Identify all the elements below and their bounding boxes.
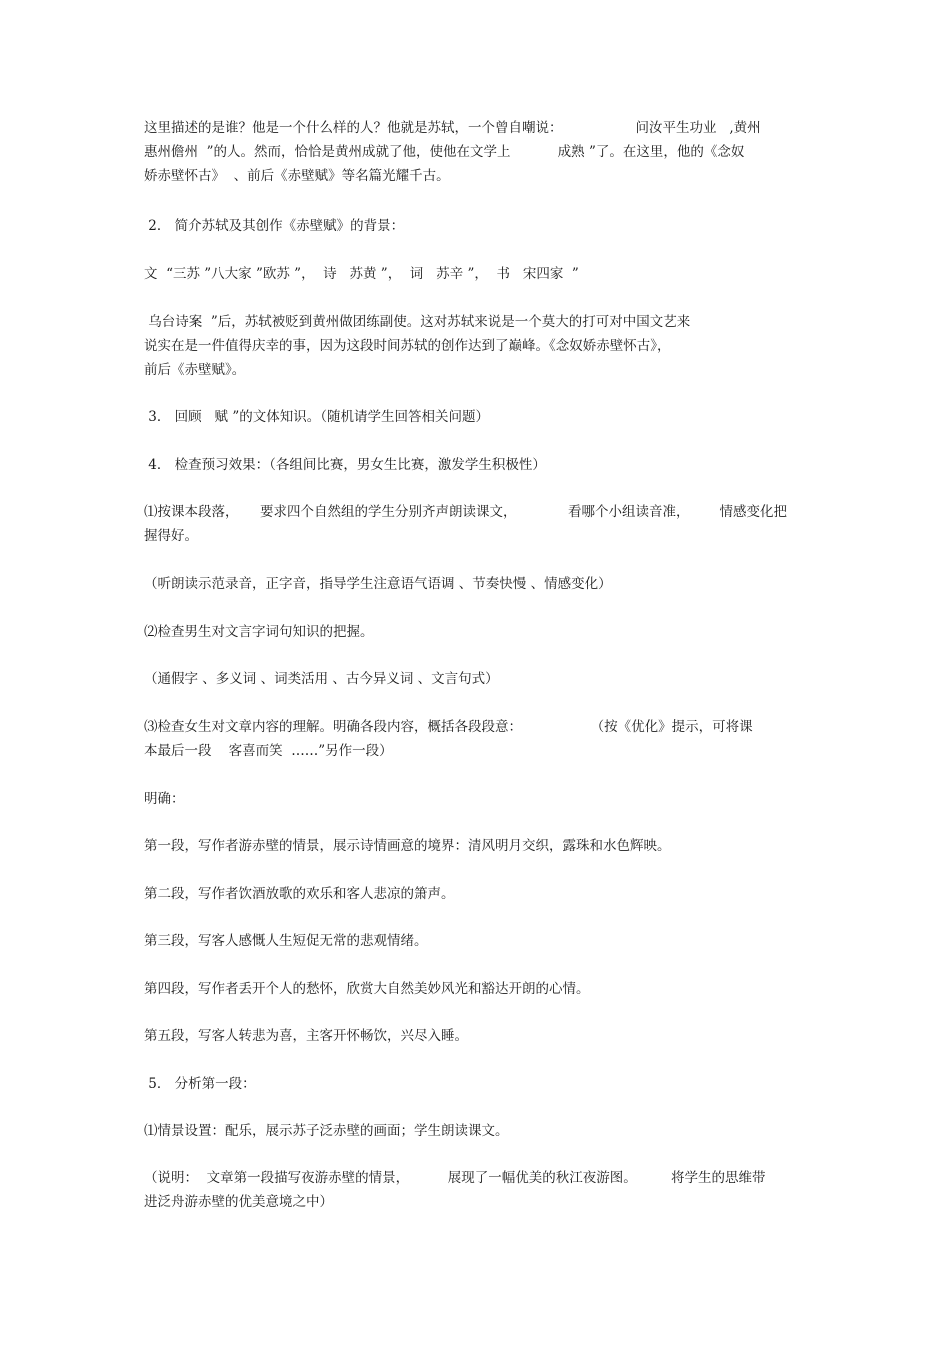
text-line: 第五段，写客人转悲为喜，主客开怀畅饮，兴尽入睡。 <box>144 1028 468 1044</box>
text-line: （听朗读示范录音，正字音，指导学生注意语气语调 、节奏快慢 、情感变化） <box>144 576 612 592</box>
heading-step-5 <box>144 1072 814 1096</box>
text-line: 文 “三苏 ”八大家 ”欧苏 ”， 诗 苏黄 ”， 词 苏辛 ”， 书 宋四家 ” <box>144 266 579 282</box>
text-line: 进泛舟游赤壁的优美意境之中） <box>144 1194 333 1210</box>
text-line: ⑵检查男生对文言字词句知识的把握。 <box>144 624 374 640</box>
paragraph-explanation <box>144 1166 814 1214</box>
text-line: 惠州儋州 ”的人。然而，恰恰是黄州成就了他，使他在文学上 成熟 ”了。在这里，他的《念奴 <box>144 144 745 160</box>
text-line: （说明： 文章第一段描写夜游赤壁的情景， 展现了一幅优美的秋江夜游图。 将学生的思维带 <box>144 1170 766 1186</box>
text-line: 娇赤壁怀古》 、前后《赤壁赋》等名篇光耀千古。 <box>144 168 450 184</box>
text-line: （通假字 、多义词 、词类活用 、古今异义词 、文言句式） <box>144 671 499 687</box>
paragraph-section-3 <box>144 929 814 953</box>
paragraph-literary-titles <box>144 262 814 286</box>
paragraph-scene-setting <box>144 1119 814 1143</box>
text-line: 3． 回顾 赋 ”的文体知识。（随机请学生回答相关问题） <box>144 409 489 425</box>
paragraph-item-2 <box>144 620 814 644</box>
heading-step-3 <box>144 405 814 429</box>
text-line: 4． 检查预习效果：（各组间比赛，男女生比赛，激发学生积极性） <box>144 457 546 473</box>
text-line: 第四段，写作者丢开个人的愁怀，欣赏大自然美妙风光和豁达开朗的心情。 <box>144 981 590 997</box>
paragraph-section-2 <box>144 882 814 906</box>
paragraph-section-1 <box>144 834 814 858</box>
text-line: 5． 分析第一段： <box>144 1076 256 1092</box>
text-line: ⑴情景设置：配乐，展示苏子泛赤壁的画面；学生朗读课文。 <box>144 1123 509 1139</box>
text-line: 第三段，写客人感慨人生短促无常的悲观情绪。 <box>144 933 428 949</box>
paragraph-intro <box>144 116 814 188</box>
text-line: 这里描述的是谁？他是一个什么样的人？他就是苏轼，一个曾自嘲说： 问汝平生功业 ,黄州 <box>144 120 761 136</box>
text-line: ⑴按课本段落， 要求四个自然组的学生分别齐声朗读课文， 看哪个小组读音准， 情感变化把 <box>144 504 787 520</box>
text-line: 第一段，写作者游赤壁的情景，展示诗情画意的境界：清风明月交织，露珠和水色辉映。 <box>144 838 671 854</box>
text-line: 第二段，写作者饮酒放歌的欢乐和客人悲凉的箫声。 <box>144 886 455 902</box>
text-line: 本最后一段 客喜而笑 ……”另作一段） <box>144 743 393 759</box>
paragraph-section-4 <box>144 977 814 1001</box>
text-line: ⑶检查女生对文章内容的理解。明确各段内容，概括各段段意： （按《优化》提示，可将课 <box>144 719 753 735</box>
paragraph-note-2 <box>144 667 814 691</box>
text-line: 明确： <box>144 791 185 807</box>
text-line: 握得好。 <box>144 528 198 544</box>
paragraph-section-5 <box>144 1024 814 1048</box>
text-line: 2． 简介苏轼及其创作《赤壁赋》的背景： <box>144 218 405 234</box>
text-line: 前后《赤壁赋》。 <box>144 362 246 378</box>
text-line: 说实在是一件值得庆幸的事，因为这段时间苏轼的创作达到了巅峰。《念奴娇赤壁怀古》， <box>144 338 671 354</box>
text-line: 乌台诗案 ”后，苏轼被贬到黄州做团练副使。这对苏轼来说是一个莫大的打可对中国文艺来 <box>144 314 691 330</box>
heading-step-4 <box>144 453 814 477</box>
paragraph-note-1 <box>144 572 814 596</box>
heading-step-2 <box>144 214 814 238</box>
paragraph-background <box>144 310 814 382</box>
paragraph-item-3 <box>144 715 814 763</box>
paragraph-item-1 <box>144 500 814 548</box>
paragraph-clarify <box>144 787 814 811</box>
